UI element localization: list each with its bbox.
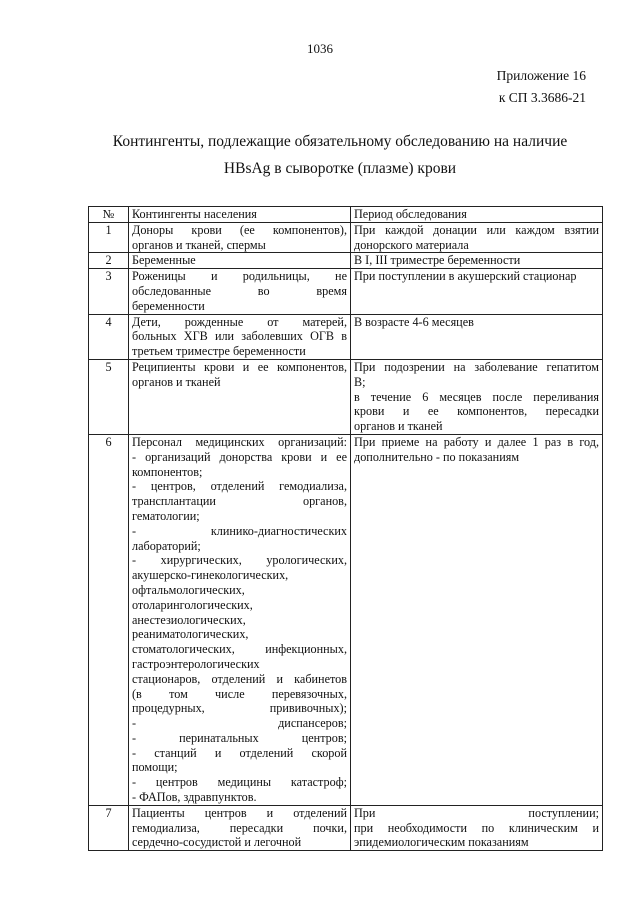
row-period xyxy=(351,222,603,253)
contingent-line: офтальмологических, xyxy=(132,582,245,597)
contingent-line: - перинатальных центров; xyxy=(132,730,347,745)
contingent-line: больных ХГВ или заболевших ОГВ в xyxy=(132,329,347,344)
appendix-reference: к СП 3.3686-21 xyxy=(498,90,586,105)
contingent-line: лабораторий; xyxy=(132,538,201,553)
contingent-line: Роженицы и родильницы, не xyxy=(132,269,347,284)
contingent-line: - ФАПов, здравпунктов. xyxy=(132,790,257,805)
period-line: эпидемиологическим показаниям xyxy=(354,835,529,850)
contingent-line: стоматологических, инфекционных, xyxy=(132,642,347,657)
header-contingent: Контингенты населения xyxy=(129,207,351,223)
row-contingent xyxy=(129,359,351,434)
contingent-line: реаниматологических, xyxy=(132,627,249,642)
header-period: Период обследования xyxy=(351,207,603,223)
table-row xyxy=(89,253,603,269)
contingent-line: органов и тканей, спермы xyxy=(132,237,266,252)
contingent-line: беременности xyxy=(132,298,205,313)
period-line: В; xyxy=(354,374,366,389)
contingent-line: отоларингологических, xyxy=(132,597,253,612)
row-number: 2 xyxy=(89,253,129,269)
contingent-line: трансплантации органов, xyxy=(132,494,347,509)
contingent-line: гематологии; xyxy=(132,508,200,523)
row-contingent xyxy=(129,222,351,253)
period-line: дополнительно - по показаниям xyxy=(354,449,520,464)
row-number: 3 xyxy=(89,269,129,314)
table-row xyxy=(89,805,603,850)
period-line: При поступлении; xyxy=(354,805,599,820)
contingent-line: Беременные xyxy=(132,253,196,268)
contingent-line: - клинико-диагностических xyxy=(132,523,347,538)
row-contingent xyxy=(129,434,351,805)
contingent-line: акушерско-гинекологических, xyxy=(132,568,289,583)
row-period xyxy=(351,253,603,269)
table-row xyxy=(89,359,603,434)
row-contingent xyxy=(129,805,351,850)
table-row xyxy=(89,222,603,253)
document-title-line-1: Контингенты, подлежащие обязательному обследованию на наличие xyxy=(112,133,568,150)
contingent-line: Дети, рожденные от матерей, xyxy=(132,314,347,329)
contingent-line: - диспансеров; xyxy=(132,716,347,731)
row-number: 4 xyxy=(89,314,129,359)
contingent-line: - организаций донорства крови и ее xyxy=(132,449,347,464)
row-period xyxy=(351,434,603,805)
contingent-line: анестезиологических, xyxy=(132,612,246,627)
table-row xyxy=(89,434,603,805)
contingent-line: - центров медицины катастроф; xyxy=(132,775,347,790)
period-line: При поступлении в акушерский стационар xyxy=(354,269,577,284)
row-number: 5 xyxy=(89,359,129,434)
contingent-line: стационаров, отделений и кабинетов xyxy=(132,671,347,686)
document-title-line-2: HBsAg в сыворотке (плазме) крови xyxy=(223,160,457,177)
contingent-line: процедурных, прививочных); xyxy=(132,701,347,716)
contingents-table xyxy=(88,206,603,851)
contingent-line: органов и тканей xyxy=(132,374,221,389)
contingent-line: помощи; xyxy=(132,760,178,775)
contingent-line: третьем триместре беременности xyxy=(132,344,306,359)
row-contingent xyxy=(129,314,351,359)
contingent-line: компонентов; xyxy=(132,464,203,479)
contingent-line: Доноры крови (ее компонентов), xyxy=(132,222,347,237)
row-period xyxy=(351,805,603,850)
period-line: При приеме на работу и далее 1 раз в год, xyxy=(354,434,599,449)
contingent-line: сердечно-сосудистой и легочной xyxy=(132,835,302,850)
contingent-line: гастроэнтерологических xyxy=(132,656,260,671)
period-line: в течение 6 месяцев после переливания xyxy=(354,389,599,404)
contingent-line: Пациенты центров и отделений xyxy=(132,805,347,820)
table-row xyxy=(89,269,603,314)
row-contingent xyxy=(129,253,351,269)
row-number: 6 xyxy=(89,434,129,805)
period-line: При каждой донации или каждом взятии xyxy=(354,222,599,237)
appendix-label: Приложение 16 xyxy=(496,68,586,83)
row-number: 1 xyxy=(89,222,129,253)
row-period xyxy=(351,269,603,314)
table-header-row xyxy=(89,207,603,223)
contingent-line: - центров, отделений гемодиализа, xyxy=(132,479,347,494)
table-body xyxy=(89,222,603,850)
header-number: № xyxy=(89,207,129,223)
contingent-line: гемодиализа, пересадки почки, xyxy=(132,820,347,835)
period-line: В I, III триместре беременности xyxy=(354,253,521,268)
period-line: донорского материала xyxy=(354,237,469,252)
page-number: 1036 xyxy=(307,41,333,56)
period-line: крови и ее компонентов, пересадки xyxy=(354,404,599,419)
table-row xyxy=(89,314,603,359)
row-period xyxy=(351,314,603,359)
contingent-line: Реципиенты крови и ее компонентов, xyxy=(132,359,347,374)
period-line: органов и тканей xyxy=(354,419,443,434)
period-line: при необходимости по клиническим и xyxy=(354,820,599,835)
contingent-line: Персонал медицинских организаций: xyxy=(132,434,347,449)
row-number: 7 xyxy=(89,805,129,850)
row-period xyxy=(351,359,603,434)
period-line: При подозрении на заболевание гепатитом xyxy=(354,359,599,374)
contingent-line: обследованные во время xyxy=(132,283,347,298)
contingent-line: - хирургических, урологических, xyxy=(132,553,347,568)
period-line: В возрасте 4-6 месяцев xyxy=(354,314,474,329)
row-contingent xyxy=(129,269,351,314)
contingent-line: (в том числе перевязочных, xyxy=(132,686,347,701)
contingent-line: - станций и отделений скорой xyxy=(132,745,347,760)
document-title xyxy=(60,128,620,182)
